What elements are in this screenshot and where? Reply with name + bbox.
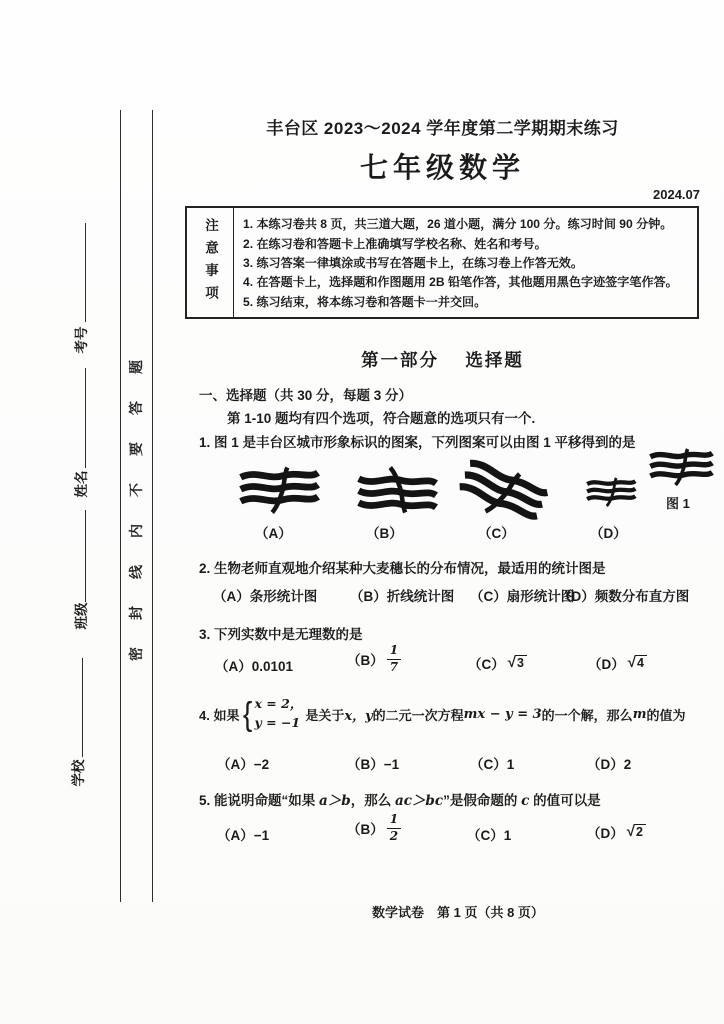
figure-1-caption: 图 1: [666, 496, 690, 511]
q3-option-b: [347, 644, 401, 675]
q1-option-b-label: （B）: [366, 526, 403, 541]
notice-item-4: 4. 在答题卡上，选择题和作图题用 2B 铅笔作答，其他题用黑色字迹签字笔作答。: [243, 275, 678, 290]
q5-option-b-label: （B）: [347, 822, 384, 838]
q4-option-b: （B）−1: [347, 757, 400, 772]
question-3-text: 3. 下列实数中是无理数的是: [199, 627, 363, 642]
notice-item-2: 2. 在练习卷和答题卡上准确填写学校名称、姓名和考号。: [243, 236, 547, 251]
q4-text-1: 是关于: [305, 707, 345, 723]
seal-border-line-right: [152, 110, 153, 902]
q5-option-d: [587, 822, 646, 842]
xingming-blank-line: [85, 368, 86, 468]
kaohao-blank-line: [85, 223, 86, 322]
field-label-exam-number: 考号: [74, 326, 89, 354]
seal-border-line-left: [120, 110, 121, 902]
q1-option-c-label: （C）: [478, 526, 515, 541]
sqrt-2: √ 2: [627, 824, 646, 840]
q4-math-2: mx − y = 3: [463, 706, 542, 722]
fraction-one-half: $\frac{1}{2}$: [387, 813, 401, 844]
q4-option-c: （C）1: [470, 757, 515, 772]
q4-brace: {: [243, 695, 253, 733]
q4-math-1: x，y: [344, 708, 373, 724]
q4-option-d: （D）2: [587, 757, 632, 772]
field-label-school: 学校: [71, 759, 86, 787]
q4-text-3: 的一个解，那么: [541, 707, 633, 723]
banji-blank-line: [85, 510, 86, 602]
q4-case-bottom: y = −1: [254, 715, 301, 730]
fengtai-logo-option-d-small: [584, 477, 638, 507]
q5-option-a: （A）−1: [217, 828, 270, 843]
notice-item-3: 3. 练习答案一律填涂或书写在答题卡上，在练习卷上作答无效。: [243, 255, 583, 270]
q3-option-c: [468, 653, 527, 673]
q5-text-4: 的值可以是: [529, 793, 601, 808]
exam-date: 2024.07: [653, 187, 700, 202]
subject-title: 七年级数学: [359, 152, 525, 183]
q5-text-2: ，那么: [350, 793, 395, 808]
q3-option-d-label: （D）: [588, 657, 625, 672]
question-1-text: 1. 图 1 是丰台区城市形象标识的图案，下列图案可以由图 1 平移得到的是: [199, 435, 636, 450]
q4-system-of-equations: [242, 695, 302, 733]
sqrt-4: √ 4: [628, 655, 647, 671]
fraction-one-seventh: $\frac{1}{7}$: [387, 644, 401, 675]
xuexiao-blank-line: [82, 658, 83, 757]
field-label-class: 班级: [74, 602, 89, 630]
question-5-text: [199, 789, 601, 809]
q4-option-a: （A）−2: [217, 757, 270, 772]
q5-math-2: ac＞bc: [394, 793, 444, 809]
field-label-name: 姓名: [74, 470, 89, 498]
notice-box: [185, 206, 699, 319]
q4-math-3: m: [632, 706, 647, 722]
part-one-title: 第一部分 选择题: [361, 350, 524, 370]
q4-prefix: 4. 如果: [199, 707, 240, 723]
section-instruction-sub: 第 1-10 题均有四个选项，符合题意的选项只有一个.: [227, 411, 536, 426]
q5-option-b: [347, 813, 401, 844]
sqrt-3: √ 3: [508, 655, 527, 671]
question-2-text: 2. 生物老师直观地介绍某种大麦穗长的分布情况，最适用的统计图是: [199, 561, 606, 576]
q5-text-3: ”是假命题的: [443, 793, 522, 808]
notice-item-1: 1. 本练习卷共 8 页，共三道大题，26 道小题，满分 100 分。练习时间 90 分钟。: [243, 217, 673, 232]
q5-option-c: （C）1: [467, 828, 512, 843]
q1-option-a-label: （A）: [255, 526, 292, 541]
fengtai-logo-option-c-rotated: [452, 458, 552, 524]
q4-case-top: x = 2，: [254, 696, 303, 712]
q2-option-b: （B）折线统计图: [350, 589, 455, 604]
seal-instruction-text: 密封线内不要答题: [128, 333, 144, 661]
q5-math-3: c: [521, 793, 530, 809]
notice-item-5: 5. 练习结束，将本练习卷和答题卡一并交回。: [243, 294, 487, 309]
q2-option-a: （A）条形统计图: [213, 589, 318, 604]
q2-option-c: （C）扇形统计图: [470, 589, 575, 604]
question-4-text: [199, 694, 685, 734]
fengtai-logo-option-a: [228, 466, 330, 514]
section-instruction-main: 一、选择题（共 30 分，每题 3 分）: [199, 388, 413, 403]
exam-session-title: 丰台区 2023～2024 学年度第二学期期末练习: [266, 119, 619, 138]
notice-items: [234, 208, 697, 317]
q4-text-4: 的值为: [646, 707, 686, 723]
q2-option-d: （D）频数分布直方图: [558, 589, 690, 604]
q4-text-2: 的二元一次方程: [372, 707, 464, 723]
q5-text-1: 5. 能说明命题“如果: [199, 793, 320, 808]
q3-option-c-label: （C）: [468, 657, 505, 672]
q1-option-d-label: （D）: [590, 526, 627, 541]
fengtai-logo-figure-1: [648, 442, 714, 492]
q3-option-b-label: （B）: [347, 653, 384, 669]
q5-math-1: a＞b: [319, 793, 351, 809]
q3-option-a: （A）0.0101: [215, 659, 294, 674]
page-footer: 数学试卷 第 1 页（共 8 页）: [372, 905, 544, 920]
notice-header-text: 注意事项: [203, 217, 218, 308]
q3-option-d: [588, 653, 647, 673]
q5-option-d-label: （D）: [587, 826, 624, 841]
fengtai-logo-option-b-flipped: [346, 466, 448, 514]
notice-header-cell: [187, 208, 234, 317]
